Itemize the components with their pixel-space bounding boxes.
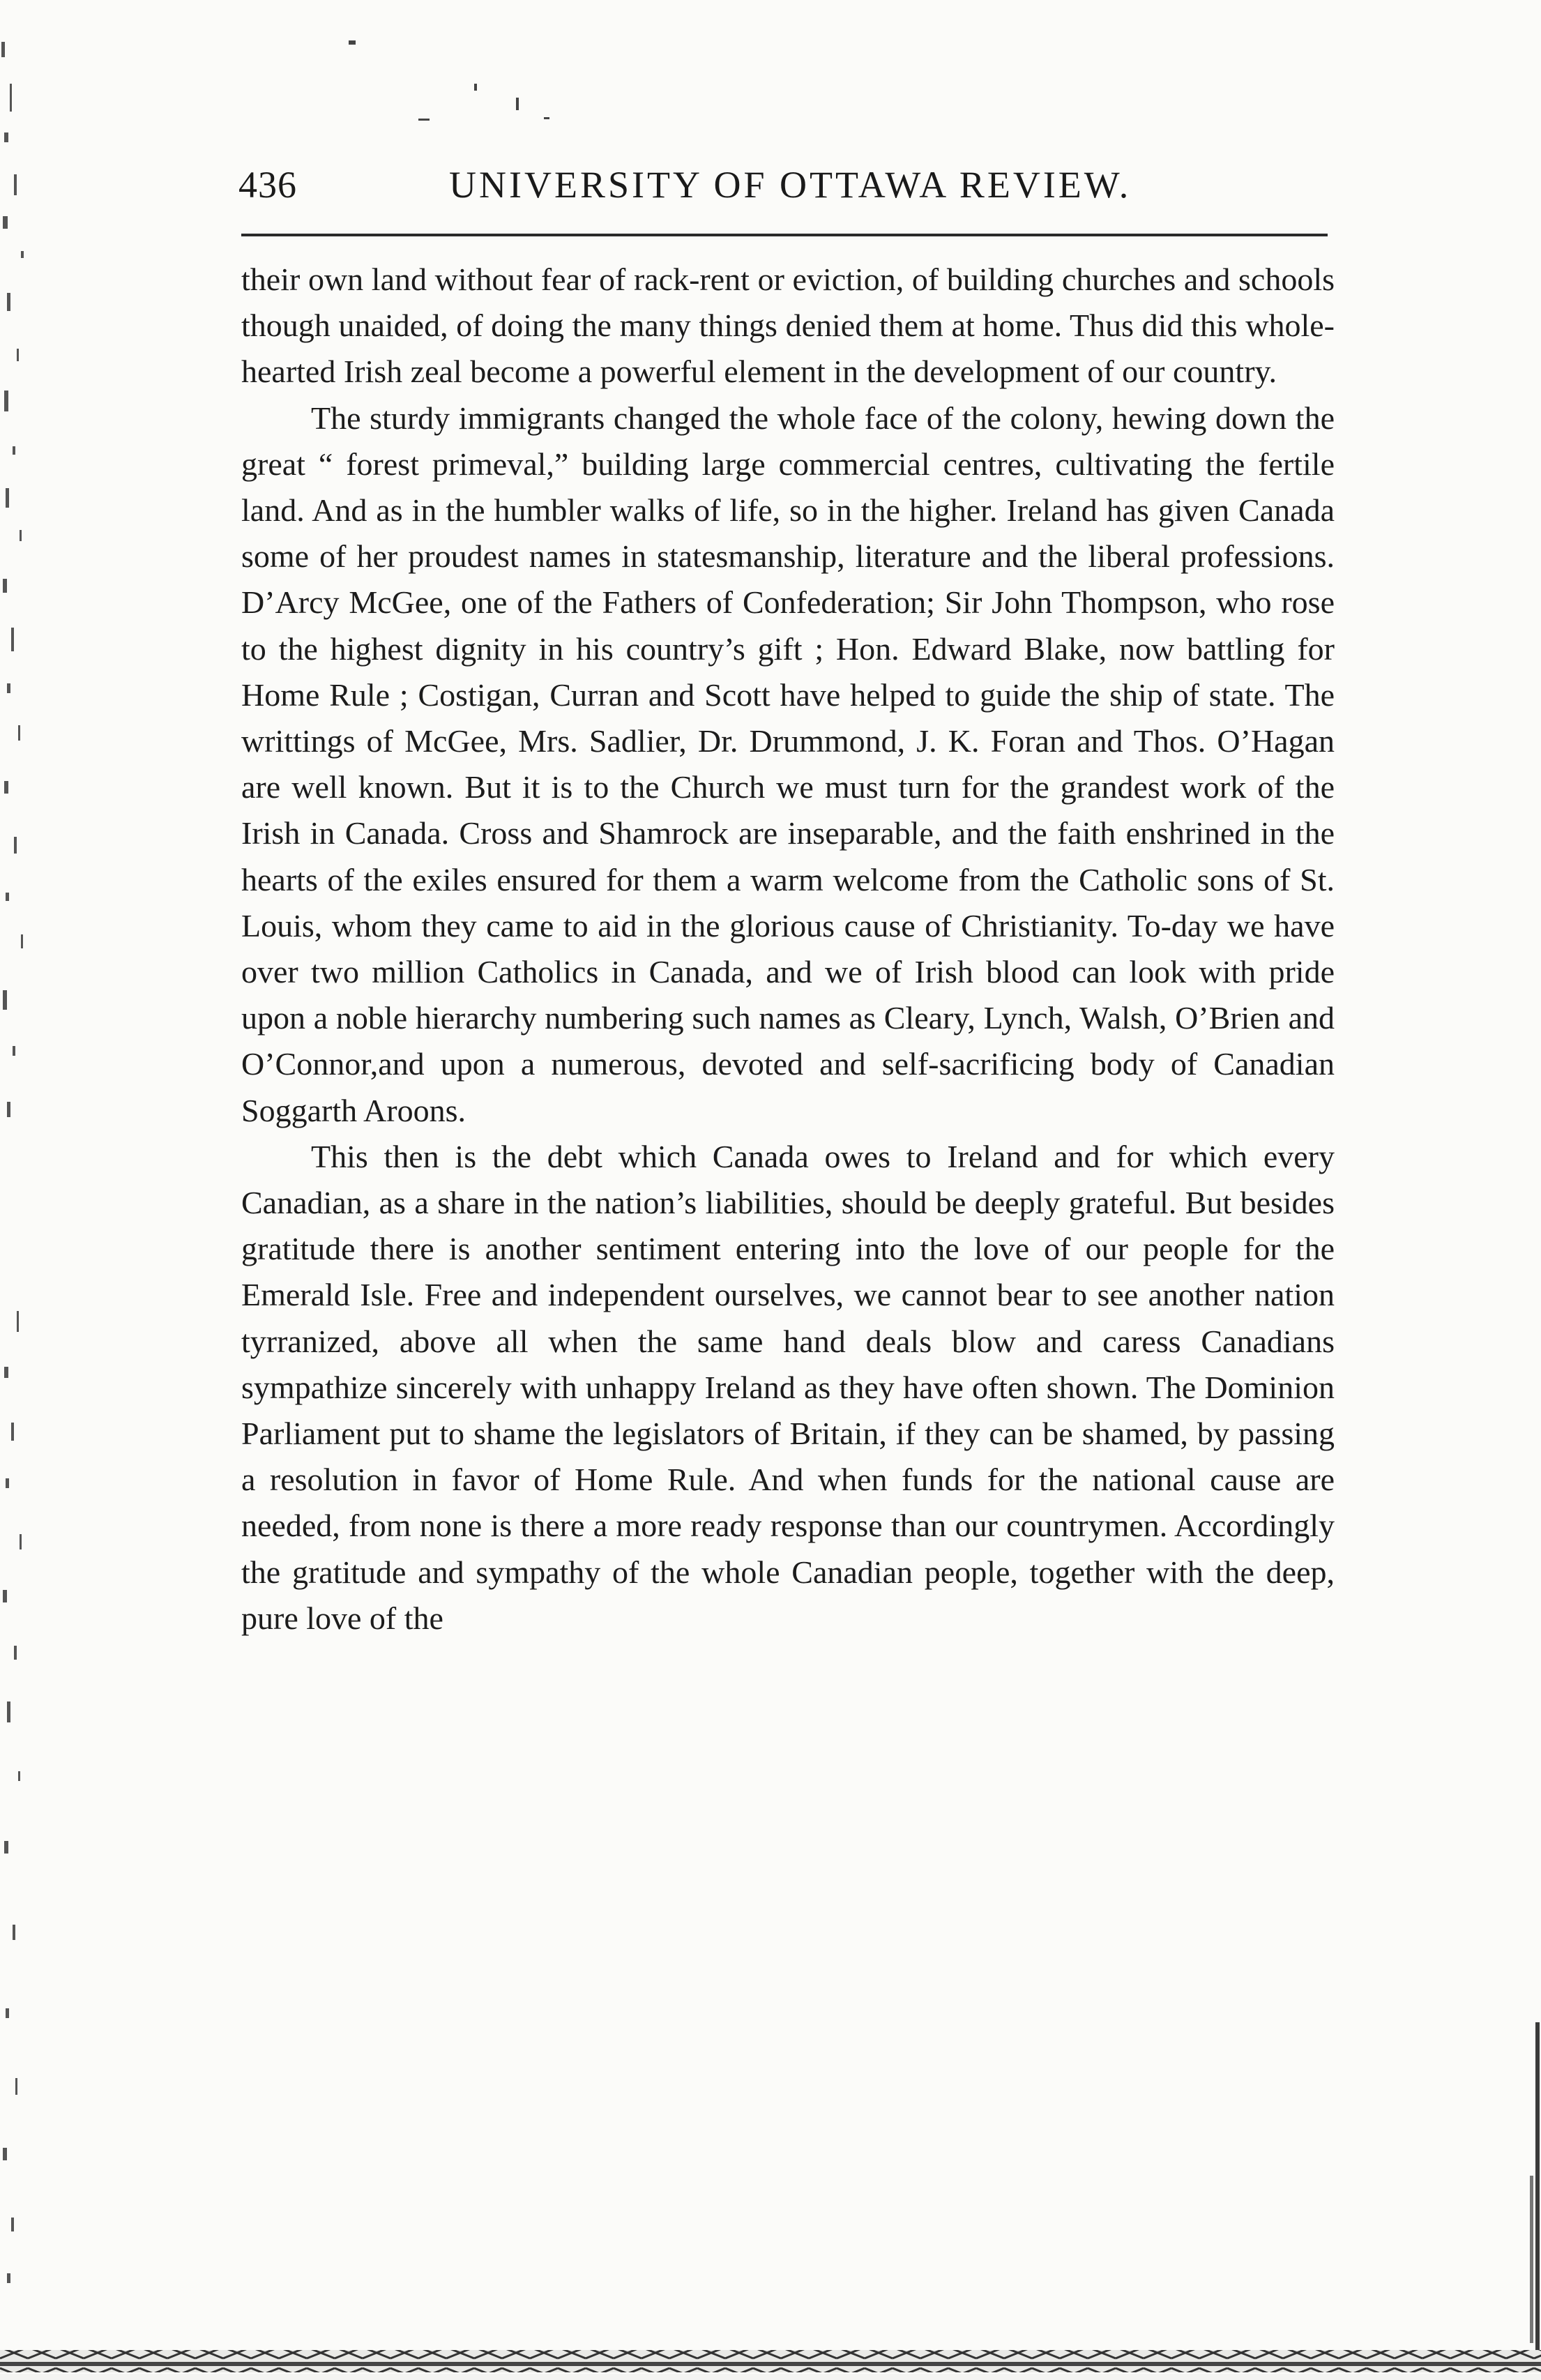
paragraph: The sturdy immigrants changed the whole face of the colony, hewing down the great “ forest primeval,” building large commercial centres, cultivating the fertile land. And as in the humbler walks of life, so in the higher. Ireland has given Canada some of her proudest names in statesmanship, literature and the liberal professions. D’Arcy McGee, one of the Fathers of Confederation; Sir John Thompson, who rose to the highest dignity in his country’s gift ; Hon. Edward Blake, now battling for Home Rule ; Costigan, Curran and Scott have helped to guide the ship of state. The writtings of McGee, Mrs. Sadlier, Dr. Drummond, J. K. Foran and Thos. O’Hagan are well known. But it is to the Church we must turn for the grandest work of the Irish in Canada. Cross and Shamrock are inseparable, and the faith enshrined in the hearts of the exiles ensured for them a warm welcome from the Catholic sons of St. Louis, whom they came to aid in the glorious cause of Christianity. To-day we have over two million Catholics in Canada, and we of Irish blood can look with pride upon a noble hierarchy numbering such names as Cleary, Lynch, Walsh, O’Brien and O’Connor,and upon a numerous, devoted and self-sacrificing body of Canadian Soggarth Aroons. bbox=[241, 400, 1335, 1128]
paragraph: This then is the debt which Canada owes to Ireland and for which every Canadian, as a share in the nation’s liabilities, should be deeply grateful. But besides gratitude there is another sentiment entering into the love of our people for the Emerald Isle. Free and independent ourselves, we cannot bear to see another nation tyrranized, above all when the same hand deals blow and caress Canadians sympathize sincerely with unhappy Ireland as they have often shown. The Dominion Parliament put to shame the legislators of Britain, if they can be shamed, by passing a resolution in favor of Home Rule. And when funds for the national cause are needed, from none is there a more ready response than our countrymen. Accordingly the gratitude and sympathy of the whole Canadian people, together with the deep, pure love of the bbox=[241, 1138, 1335, 1636]
bottom-decorative-border bbox=[0, 2343, 1541, 2380]
page-number: 436 bbox=[238, 164, 297, 206]
paragraph-continuation: their own land without fear of rack-rent or eviction, of building churches and schools though unaided, of doing the many things denied them at home. Thus did this whole-hearted Irish zeal become a powerful element in the development of our country. bbox=[241, 262, 1335, 390]
left-margin-scan-artifacts bbox=[0, 0, 56, 2380]
journal-title: UNIVERSITY OF OTTAWA REVIEW. bbox=[449, 164, 1132, 206]
running-head bbox=[238, 155, 1326, 218]
header-rule bbox=[241, 234, 1328, 236]
top-scan-specks bbox=[335, 28, 655, 153]
body-text bbox=[241, 257, 1335, 1642]
right-edge-scan-shadow bbox=[1520, 2022, 1541, 2357]
